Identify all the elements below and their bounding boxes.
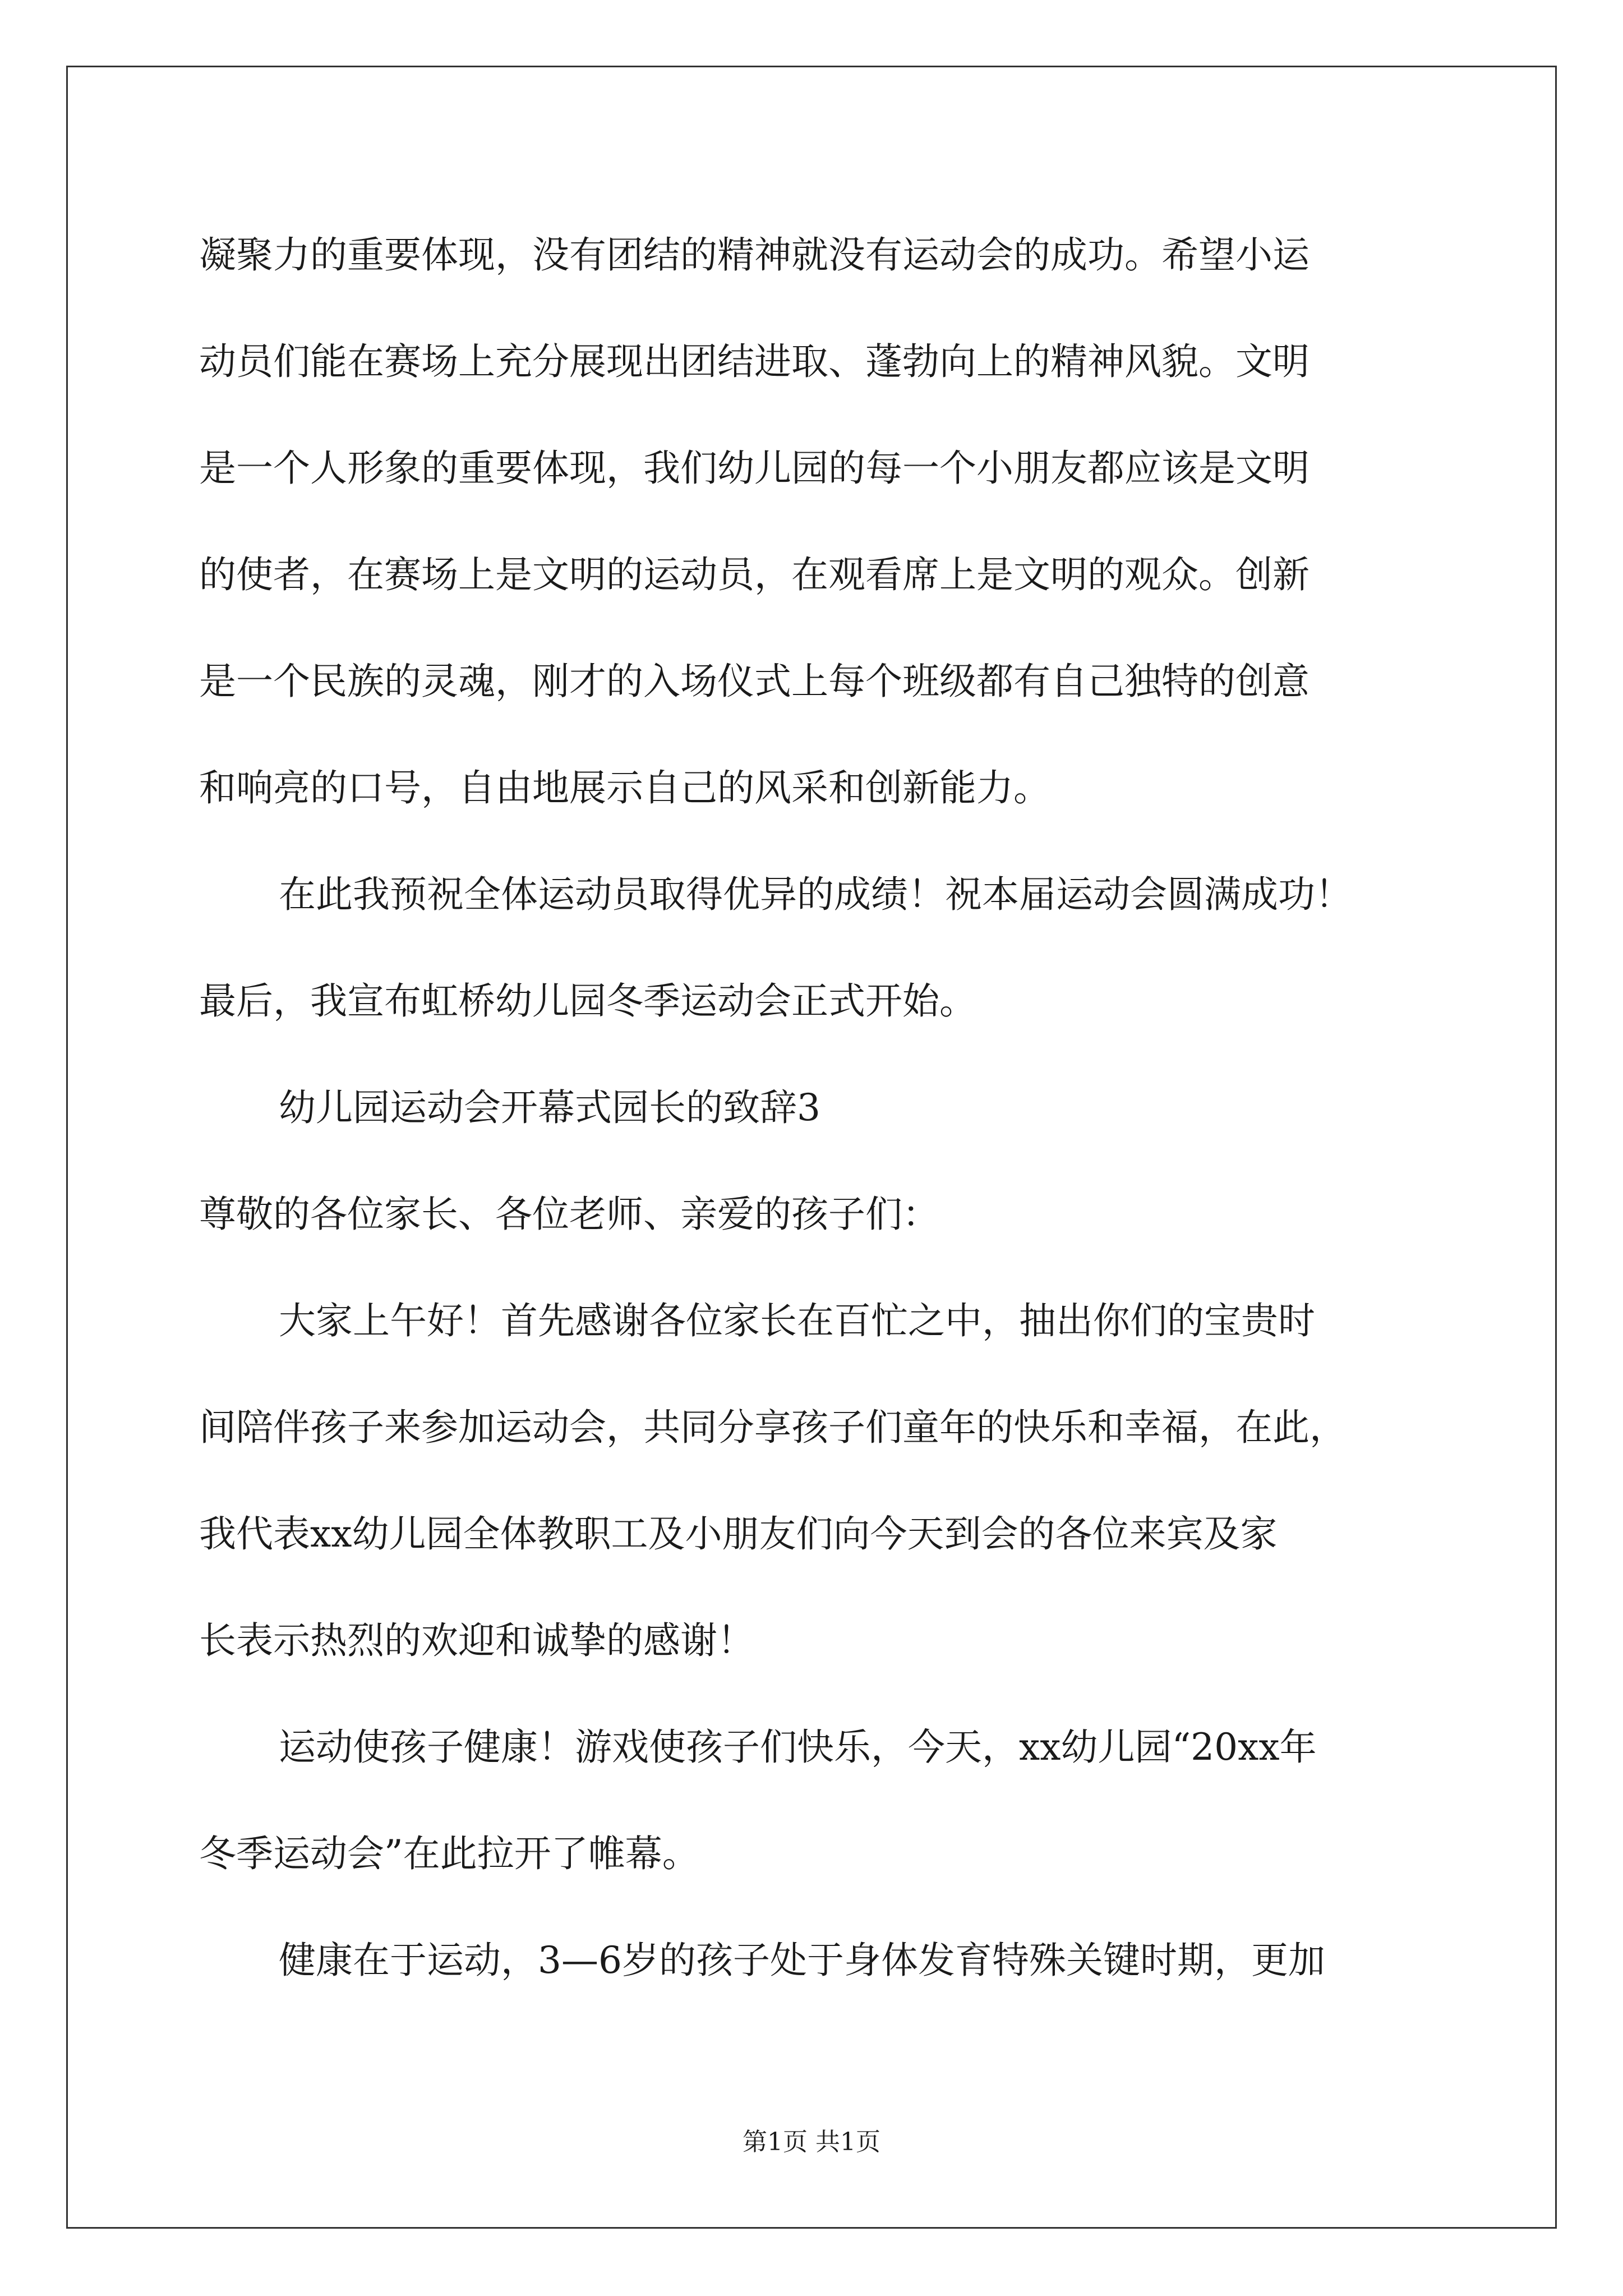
text-line: 是一个人形象的重要体现，我们幼儿园的每一个小朋友都应该是文明: [199, 447, 1310, 490]
text-line: 间陪伴孩子来参加运动会，共同分享孩子们童年的快乐和幸福，在此，: [199, 1406, 1347, 1449]
text-line: 是一个民族的灵魂，刚才的入场仪式上每个班级都有自己独特的创意: [199, 660, 1310, 703]
text-line: 幼儿园运动会开幕式园长的致辞3: [279, 1086, 820, 1129]
text-line: 健康在于运动，3—6岁的孩子处于身体发育特殊关键时期，更加: [279, 1939, 1325, 1982]
text-line: 最后，我宣布虹桥幼儿园冬季运动会正式开始。: [199, 979, 976, 1023]
text-line: 尊敬的各位家长、各位老师、亲爱的孩子们：: [199, 1193, 939, 1236]
text-line: 冬季运动会”在此拉开了帷幕。: [199, 1832, 699, 1875]
page-footer: 第1页 共1页: [743, 2128, 880, 2156]
text-line: 大家上午好！首先感谢各位家长在百忙之中，抽出你们的宝贵时: [279, 1299, 1315, 1342]
text-line: 凝聚力的重要体现，没有团结的精神就没有运动会的成功。希望小运: [199, 233, 1310, 277]
text-line: 和响亮的口号，自由地展示自己的风采和创新能力。: [199, 766, 1050, 809]
document-body: [199, 202, 1450, 2014]
text-line: 长表示热烈的欢迎和诚挚的感谢！: [199, 1619, 754, 1662]
text-line: 动员们能在赛场上充分展现出团结进取、蓬勃向上的精神风貌。文明: [199, 340, 1310, 383]
text-line: 在此我预祝全体运动员取得优异的成绩！祝本届运动会圆满成功！: [279, 873, 1352, 916]
text-line: 的使者，在赛场上是文明的运动员，在观看席上是文明的观众。创新: [199, 553, 1310, 596]
text-line: 运动使孩子健康！游戏使孩子们快乐，今天，xx幼儿园“20xx年: [279, 1726, 1317, 1769]
text-line: 我代表xx幼儿园全体教职工及小朋友们向今天到会的各位来宾及家: [199, 1512, 1278, 1556]
